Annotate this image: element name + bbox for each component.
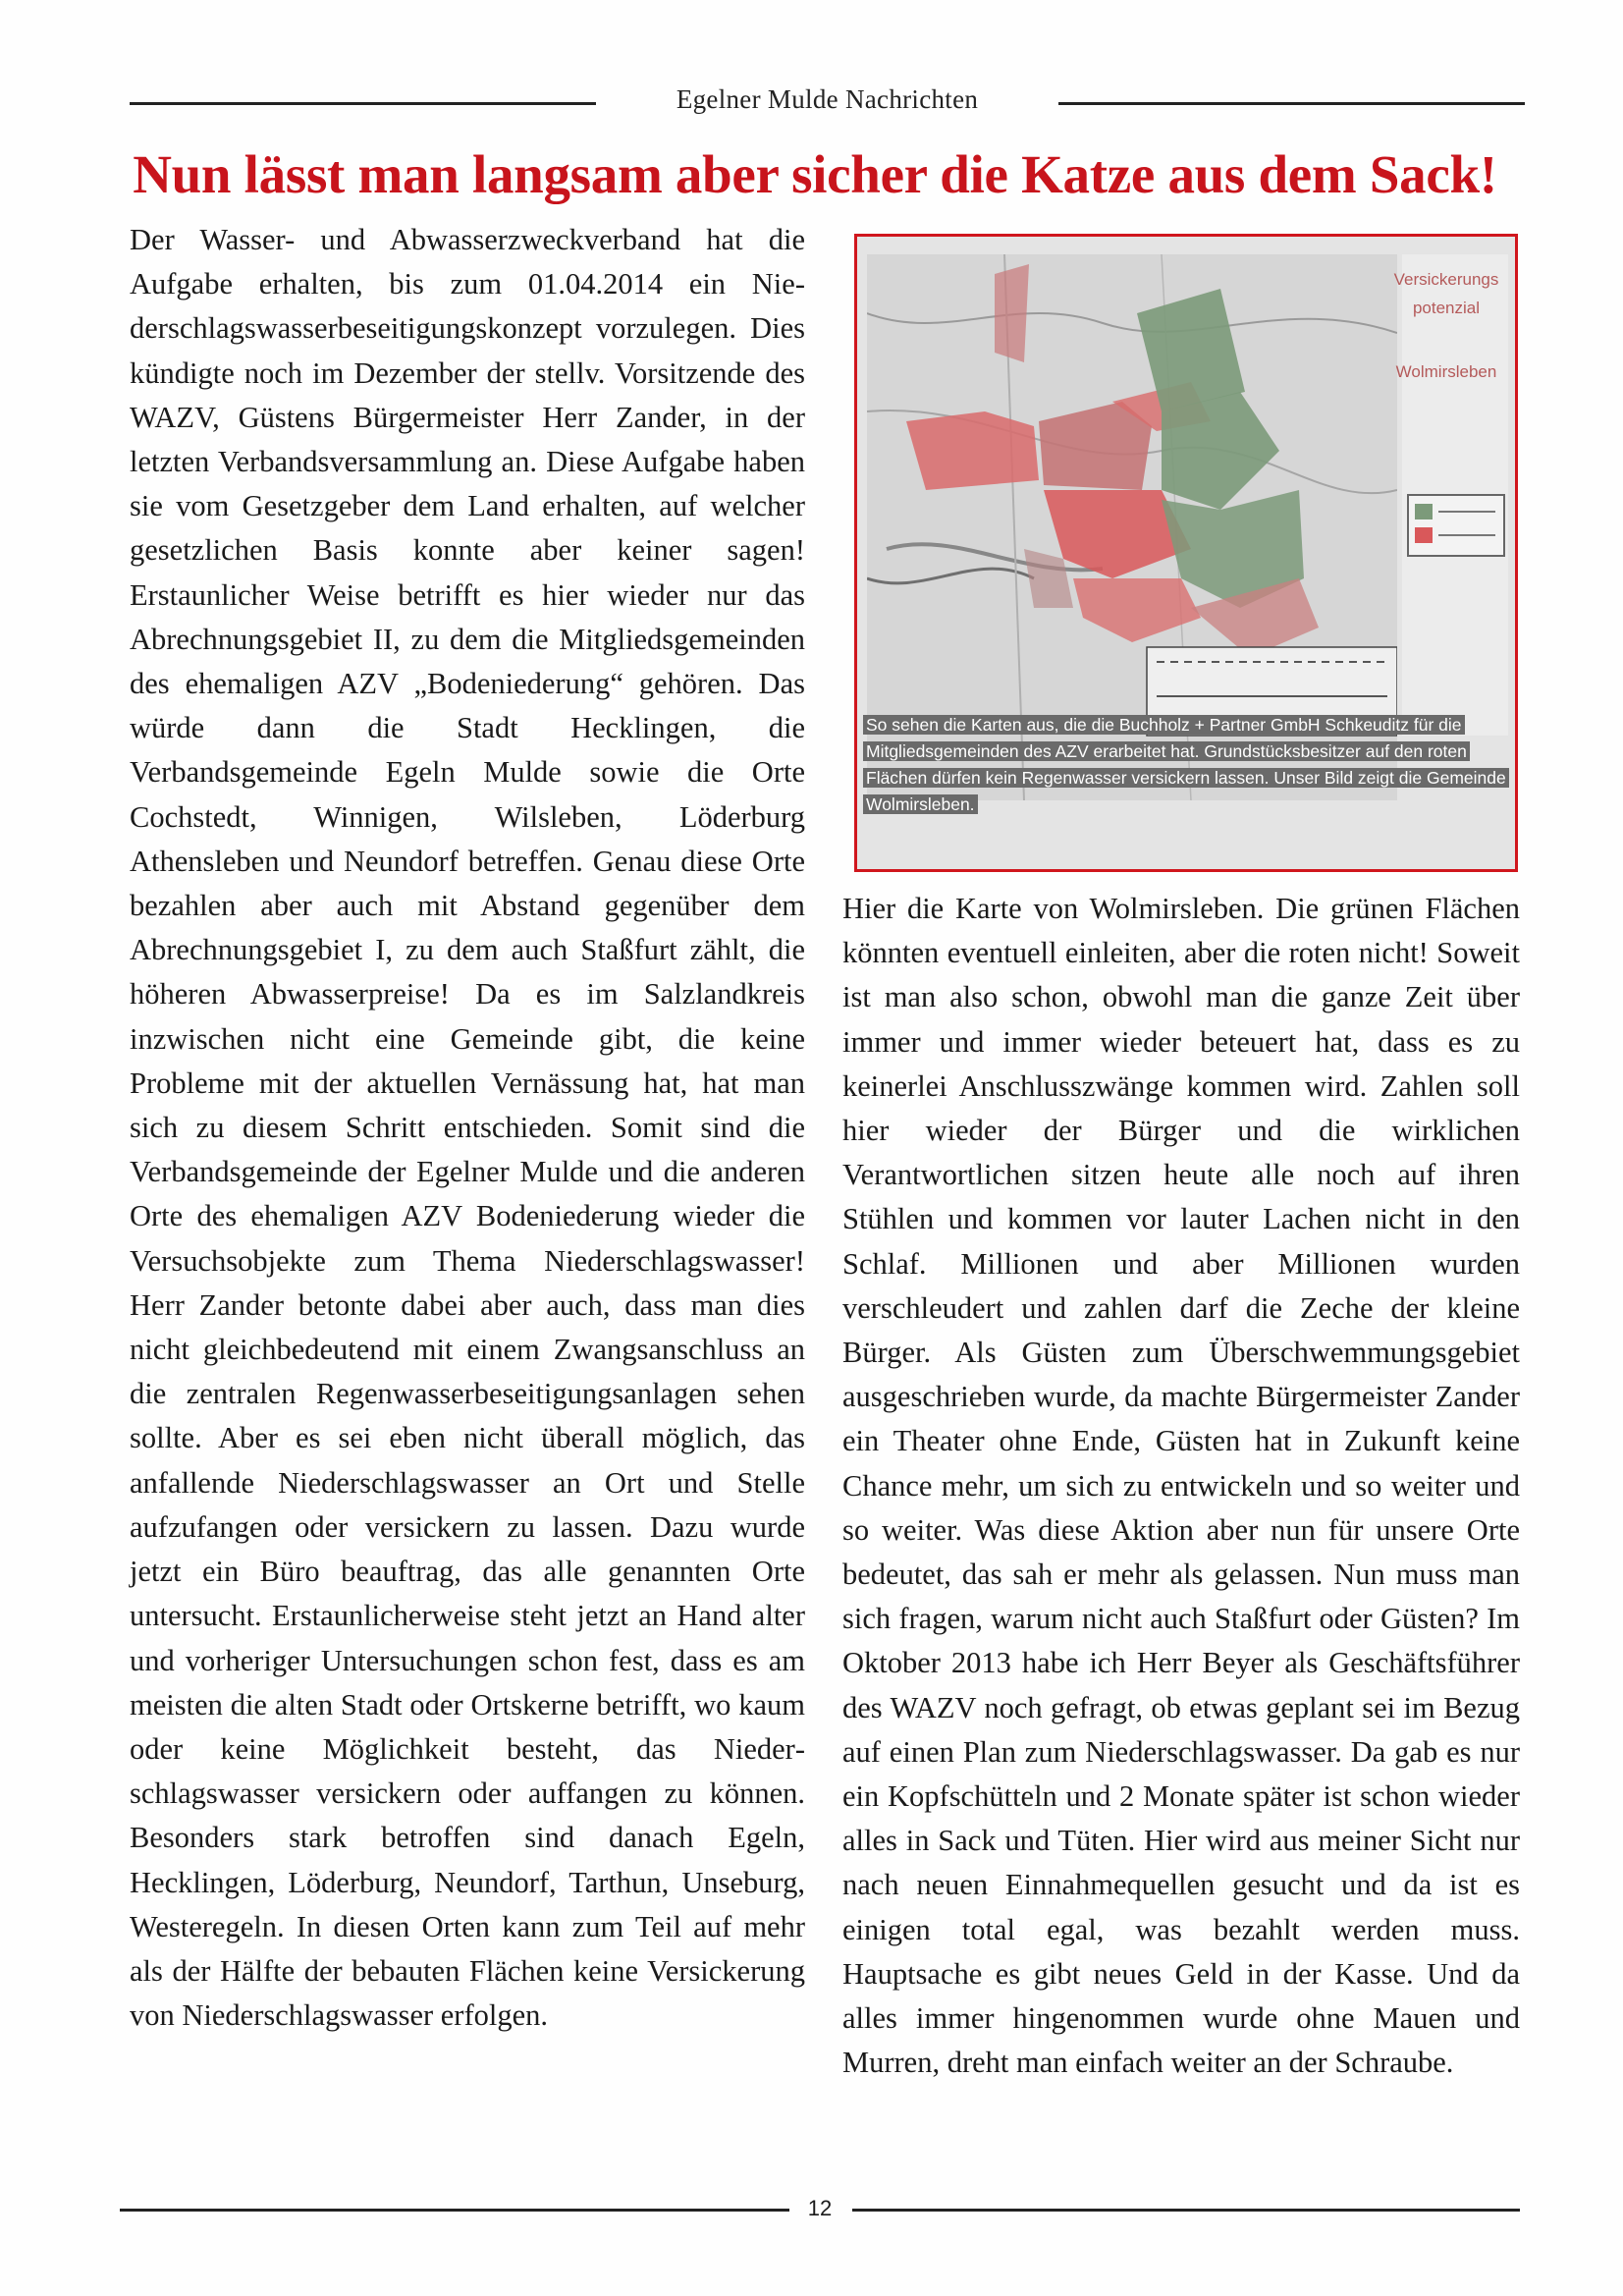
article-headline: Nun lässt man langsam aber sicher die Katze aus dem Sack! [133,144,1497,204]
map-caption-text: So sehen die Karten aus, die die Buchholz + Partner GmbH Schkeuditz für die Mitgliedsgemeinden des AZV erarbeitet hat. Grundstücksbesitzer auf den roten Flächen dürfen kein Regenwasser versickern lassen. Unser Bild zeigt die Gemeinde Wolmirsleben. [863,715,1509,814]
legend-title-line1: Versickerungs [1393,270,1499,289]
map-figure [854,234,1518,872]
legend-title-line2: potenzial [1412,299,1481,317]
article-column-right [842,887,1520,2085]
footer-rule-right [852,2209,1520,2212]
page-number: 12 [807,2196,833,2220]
article-paragraph-right: Hier die Karte von Wolmirsleben. Die grünen Flächen könnten eventuell einleiten, aber die roten nicht! Soweit ist man also schon, obwohl man die ganze Zeit über immer und immer wieder beteuert hat, dass es zu keinerlei Anschlusszwänge kommen wird. Zahlen soll hier wieder der Bürger und die wirklichen Verantwortlichen sitzen heute alle noch auf ihren Stühlen und kommen vor lauter Lachen nicht in den Schlaf. Millionen und aber Millionen wurden verschleudert und zahlen darf die Zeche der kleine Bürger. Als Güsten zum Überschwemmungsgebiet ausgeschrieben wurde, da machte Bürgermeister Zander ein Theater ohne Ende, Güsten hat in Zukunft keine Chance mehr, um sich zu entwickeln und so weiter und so weiter. Was diese Aktion aber nun für unsere Orte bedeutet, das sah er mehr als gelassen. Nun muss man sich fragen, warum nicht auch Staßfurt oder Güsten? Im Oktober 2013 habe ich Herr Beyer als Geschäftsführer des WAZV noch gefragt, ob etwas geplant sei im Bezug auf einen Plan zum Niederschlagswasser. Da gab es nur ein Kopfschütteln und 2 Monate später ist schon wieder alles in Sack und Tüten. Hier wird aus meiner Sicht nur nach neuen Einnahmequellen gesucht und da ist es einigen total egal, was bezahlt werden muss. Hauptsache es gibt neues Geld in der Kasse. Und da alles immer hingenommen wurde ohne Mauen und Murren, dreht man einfach weiter an der Schraube. [842,892,1520,2080]
article-column-left [130,218,805,2038]
footer-rule-left [120,2209,789,2212]
map-caption [863,712,1511,818]
legend-place-name: Wolmirsleben [1395,362,1497,381]
publication-title: Egelner Mulde Nachrichten [676,84,979,114]
article-paragraph-left: Der Wasser- und Abwasserzweckverband hat die Aufgabe erhalten, bis zum 01.04.2014 ein Niederschlagswasserbeseitigungskonzept vorzulegen. Dies kündigte noch im Dezember der stellv. Vorsitzende des WAZV, Güstens Bürgermeister Herr Zander, in der letzten Verbandsversammlung an. Diese Aufgabe haben sie vom Gesetzgeber dem Land erhalten, auf welcher gesetzlichen Basis konnte aber keiner sagen! Erstaunlicher Weise betrifft es hier wieder nur das Abrechnungsgebiet II, zu dem die Mitgliedsgemeinden des ehemaligen AZV „Bodeniederung“ gehören. Das würde dann die Stadt Hecklingen, die Verbandsgemeinde Egeln Mulde sowie die Orte Cochstedt, Winnigen, Wilsleben, Löderburg Athensleben und Neundorf betreffen. Genau diese Orte bezahlen aber auch mit Abstand gegenüber dem Abrechnungsgebiet I, zu dem auch Staßfurt zählt, die höheren Abwasserpreise! Da es im Salzlandkreis inzwischen nicht eine Gemeinde gibt, die keine Probleme mit der aktuellen Vernässung hat, hat man sich zu diesem Schritt entschieden. Somit sind die Verbandsgemeinde der Egelner Mulde und die anderen Orte des ehemaligen AZV Bodeniederung wieder die Versuchsobjekte zum Thema Niederschlagswasser! Herr Zander betonte dabei aber auch, dass man dies nicht gleichbedeutend mit einem Zwangsanschluss an die zentralen Regenwasserbeseitigungsanlagen sehen sollte. Aber es sei eben nicht überall möglich, das anfallende Niederschlagswasser an Ort und Stelle aufzufangen oder versickern zu lassen. Dazu wurde jetzt ein Büro beauftrag, das alle genannten Orte untersucht. Erstaunlicherweise steht jetzt an Hand alter und vorheriger Untersuchungen schon fest, dass es am meisten die alten Stadt oder Ortskerne betrifft, wo kaum oder keine Möglichkeit besteht, das Niederschlagswasser versickern oder auffangen zu können. Besonders stark betroffen sind danach Egeln, Hecklingen, Löderburg, Neundorf, Tarthun, Unseburg, Westeregeln. In diesen Orten kann zum Teil auf mehr als der Hälfte der bebauten Flächen keine Versickerung von Niederschlagswasser erfolgen. [130,223,805,2033]
map-legend-key [1407,494,1505,557]
header-rule-right [1058,102,1525,105]
header-rule-left [130,102,596,105]
